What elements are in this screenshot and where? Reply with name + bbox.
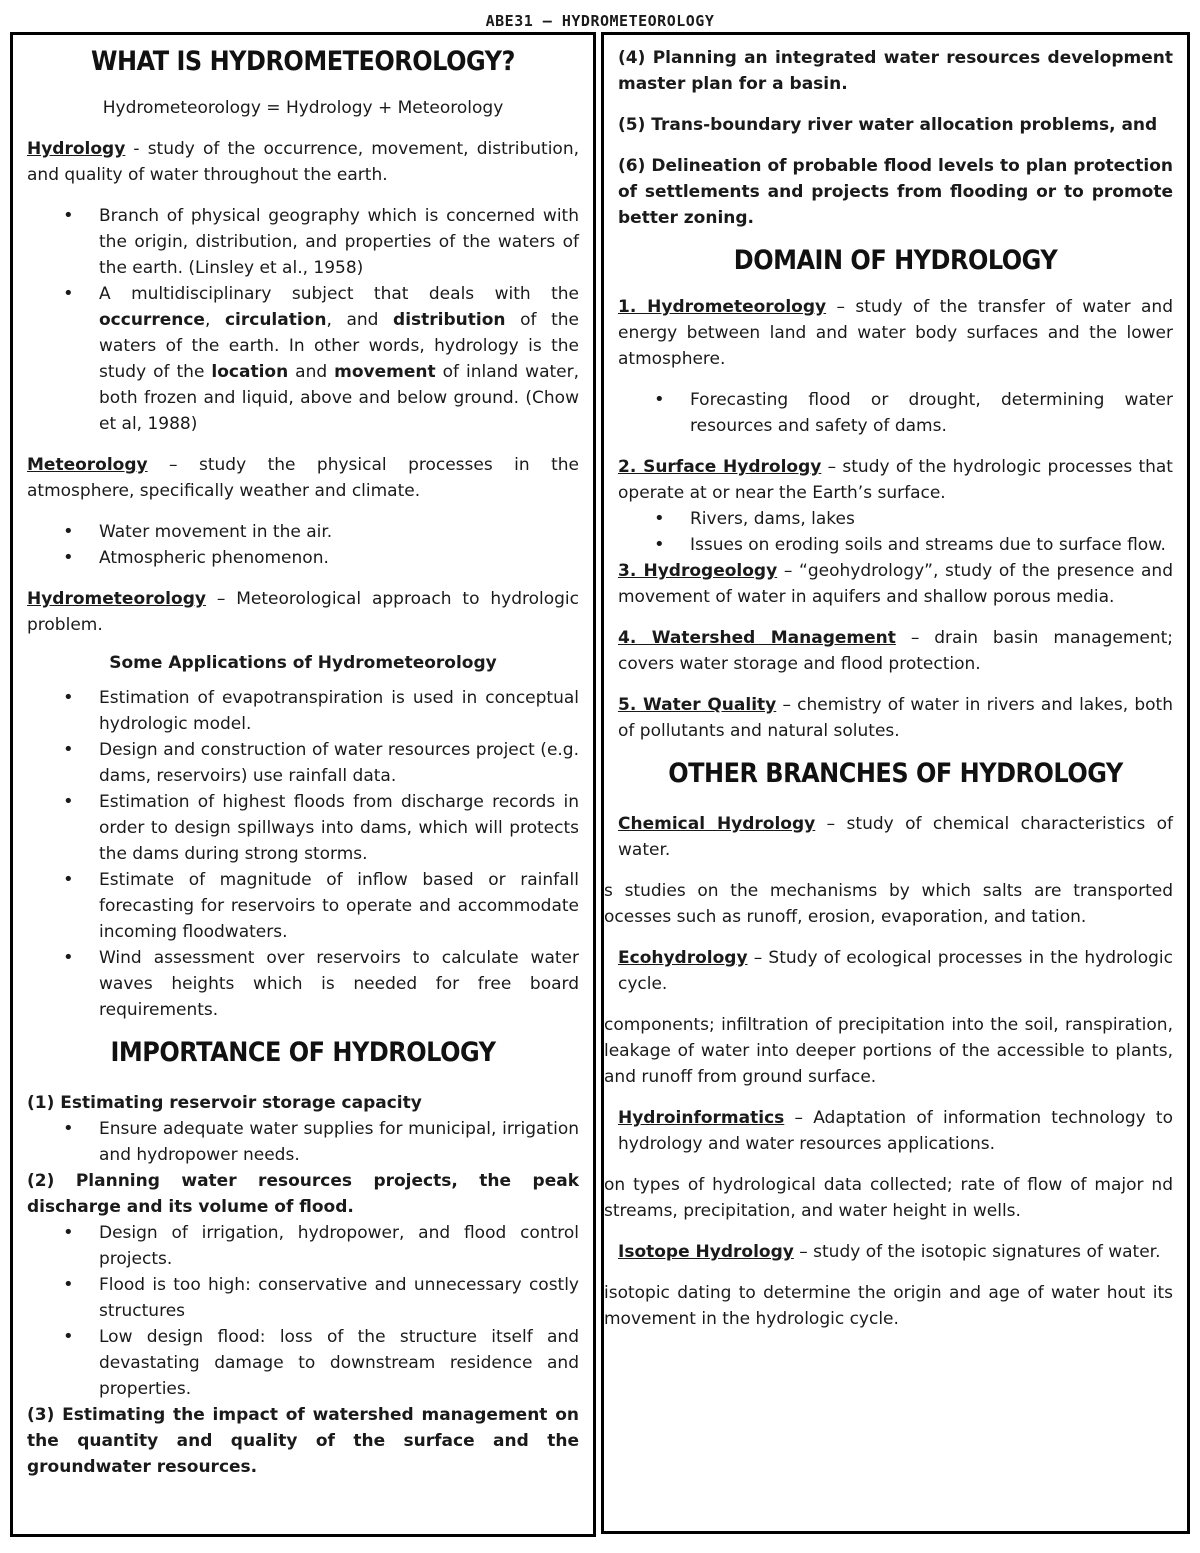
- branch-eco: Ecohydrology – Study of ecological processes in the hydrologic cycle.: [618, 948, 1173, 994]
- list-item: • Ensure adequate water supplies for municipal, irrigation and hydropower needs.: [99, 1116, 579, 1168]
- branch-isotope-cut-text: isotopic dating to determine the origin and age of water hout its movement in the hydrologic cycle.: [604, 1283, 1173, 1329]
- list-item: • Design of irrigation, hydropower, and flood control projects.: [99, 1220, 579, 1272]
- importance-item-2-bullets: [27, 1220, 579, 1402]
- domain-1-term: 1. Hydrometeorology: [618, 297, 827, 317]
- list-item: • Branch of physical geography which is concerned with the origin, distribution, and properties of the waters of the earth. (Linsley et al., 1958): [99, 203, 579, 281]
- importance-item-5: (5) Trans-boundary river water allocation problems, and: [618, 115, 1158, 135]
- hydrometeorology-def-text: – Meteorological approach to hydrologic problem.: [27, 589, 579, 635]
- domain-3: 3. Hydrogeology – “geohydrology”, study of the presence and movement of water in aquifers and shallow porous media.: [618, 561, 1173, 607]
- heading-domain-of-hydrology: DOMAIN OF HYDROLOGY: [733, 244, 1058, 276]
- page-header: ABE31 – HYDROMETEOROLOGY: [485, 12, 715, 30]
- list-item: • Low design flood: loss of the structure itself and devastating damage to downstream residence and properties.: [99, 1324, 579, 1402]
- list-item: • Water movement in the air.: [99, 519, 579, 545]
- list-item: • Estimation of evapotranspiration is used in conceptual hydrologic model.: [99, 685, 579, 737]
- heading-other-branches: OTHER BRANCHES OF HYDROLOGY: [668, 757, 1123, 789]
- meteorology-def-text: – study the physical processes in the atmosphere, specifically weather and climate.: [27, 455, 579, 501]
- branch-chemical-cut-text: s studies on the mechanisms by which salts are transported ocesses such as runoff, erosion, evaporation, and tation.: [604, 881, 1173, 927]
- domain-2-bullets: [618, 506, 1173, 558]
- heading-what-is-hydrometeorology: WHAT IS HYDROMETEOROLOGY?: [91, 45, 515, 77]
- domain-5-term: 5. Water Quality: [618, 695, 777, 715]
- domain-3-term: 3. Hydrogeology: [618, 561, 778, 581]
- domain-1: 1. Hydrometeorology – study of the transfer of water and energy between land and water body surfaces and the lower atmosphere.: [618, 297, 1173, 369]
- branch-eco-cut-text: components; infiltration of precipitation into the soil, ranspiration, leakage of water into deeper portions of the accessible to plants, and runoff from ground surface.: [604, 1015, 1173, 1087]
- importance-item-1-bullets: [27, 1116, 579, 1168]
- hydrology-def-text: - study of the occurrence, movement, distribution, and quality of water throughout the earth.: [27, 139, 579, 185]
- branch-info: Hydroinformatics – Adaptation of information technology to hydrology and water resources applications.: [618, 1108, 1173, 1154]
- domain-4: 4. Watershed Management – drain basin management; covers water storage and flood protection.: [618, 628, 1174, 674]
- equation: Hydrometeorology = Hydrology + Meteorology: [102, 98, 504, 118]
- list-item: • Rivers, dams, lakes: [690, 506, 1173, 532]
- domain-2-term: 2. Surface Hydrology: [618, 457, 822, 477]
- meteorology-definition: [27, 452, 579, 504]
- list-item: • Forecasting flood or drought, determining water resources and safety of dams.: [690, 387, 1173, 439]
- list-item: • Design and construction of water resources project (e.g. dams, reservoirs) use rainfall data.: [99, 737, 579, 789]
- domain-5: 5. Water Quality – chemistry of water in rivers and lakes, both of pollutants and natural solutes.: [618, 695, 1173, 741]
- hydrology-definition: [27, 136, 579, 188]
- list-item: • Issues on eroding soils and streams due to surface flow.: [690, 532, 1173, 558]
- hydrometeorology-definition: [27, 586, 579, 638]
- branch-info-term: Hydroinformatics: [618, 1108, 785, 1128]
- importance-item-3: (3) Estimating the impact of watershed management on the quantity and quality of the surface and the groundwater resources.: [27, 1405, 579, 1477]
- list-item: • Wind assessment over reservoirs to calculate water waves heights which is needed for free board requirements.: [99, 945, 579, 1023]
- applications-title: Some Applications of Hydrometeorology: [109, 653, 497, 673]
- applications-bullets: [27, 685, 579, 1023]
- branch-chemical-term: Chemical Hydrology: [618, 814, 816, 834]
- list-item: • Flood is too high: conservative and unnecessary costly structures: [99, 1272, 579, 1324]
- list-item: • Estimate of magnitude of inflow based or rainfall forecasting for reservoirs to operate and accommodate incoming floodwaters.: [99, 867, 579, 945]
- list-item: • A multidisciplinary subject that deals with the occurrence, circulation, and distribution of the waters of the earth. In other words, hydrology is the study of the location and movement of inland water, both frozen and liquid, above and below ground. (Chow et al, 1988): [99, 281, 579, 437]
- hydrology-bullets: [27, 203, 579, 437]
- meteorology-term: Meteorology: [27, 455, 148, 475]
- branch-isotope-term: Isotope Hydrology: [618, 1242, 794, 1262]
- list-item: • Estimation of highest floods from discharge records in order to design spillways into dams, which will protects the dams during strong storms.: [99, 789, 579, 867]
- importance-item-6: (6) Delineation of probable flood levels to plan protection of settlements and projects from flooding or to promote better zoning.: [618, 156, 1173, 228]
- domain-4-term: 4. Watershed Management: [618, 628, 896, 648]
- domain-2: 2. Surface Hydrology – study of the hydrologic processes that operate at or near the Earth’s surface.: [618, 457, 1173, 503]
- domain-1-bullets: [618, 387, 1173, 439]
- left-column: [10, 32, 596, 1537]
- importance-item-1: (1) Estimating reservoir storage capacity: [27, 1093, 422, 1113]
- heading-importance-of-hydrology: IMPORTANCE OF HYDROLOGY: [110, 1036, 496, 1068]
- branch-eco-term: Ecohydrology: [618, 948, 748, 968]
- meteorology-bullets: [27, 519, 579, 571]
- importance-item-2: (2) Planning water resources projects, the peak discharge and its volume of flood.: [27, 1171, 579, 1217]
- branch-info-cut-text: on types of hydrological data collected; rate of flow of major nd streams, precipitation, and water height in wells.: [604, 1175, 1173, 1221]
- branch-isotope: Isotope Hydrology – study of the isotopic signatures of water.: [618, 1242, 1161, 1262]
- hydrometeorology-term: Hydrometeorology: [27, 589, 206, 609]
- branch-chemical: Chemical Hydrology – study of chemical characteristics of water.: [618, 814, 1173, 860]
- right-column: [601, 32, 1190, 1534]
- importance-item-4: (4) Planning an integrated water resources development master plan for a basin.: [618, 48, 1173, 94]
- hydrology-term: Hydrology: [27, 139, 126, 159]
- list-item: • Atmospheric phenomenon.: [99, 545, 579, 571]
